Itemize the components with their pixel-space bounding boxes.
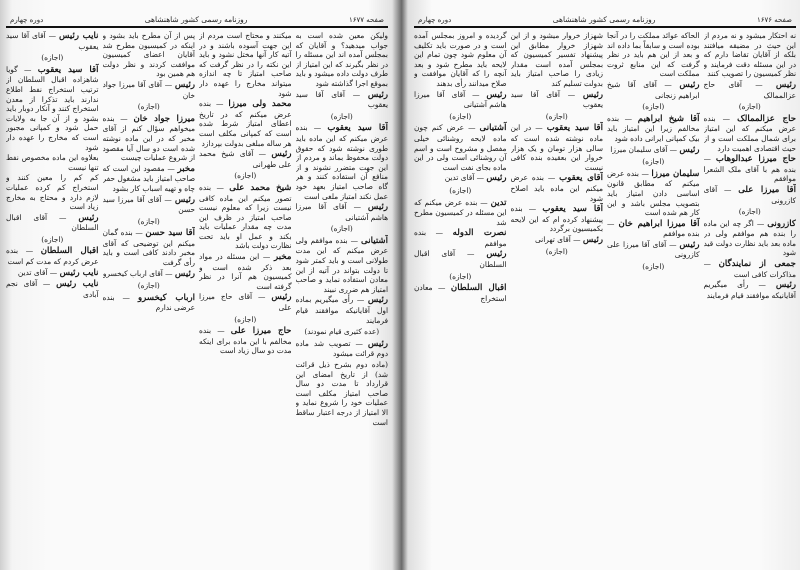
speaker-paragraph	[607, 240, 700, 260]
speaker-paragraph	[414, 283, 507, 303]
paragraph: پس از آن مطرح باید بشود و اینکه در کمیسیون مطرح شد آقایان اعضای کمیسیون موافقت کردند و نظر دولت هم همین بود	[102, 31, 195, 79]
speaker-name: آقا سید حسن	[145, 228, 195, 239]
speech-text: — بنده عرض میکنم که در تاریخ اعطای امتیاز شرط شده است که کمپانی مکلف است هر ساله مبلغی بدولت بپردازد	[199, 99, 292, 148]
speech-text: — گویا شاهزاده اقبال السلطان از ترتیب استخراج نفط اطلاع ندارند باید تذکرا از معدن استخراج کنند و آنکار دوبار باید بشود و از آن جا به ولایات حمل شود و کمپانی مجبور است که مخارج را عهده دار شود	[6, 64, 99, 152]
stage-direction: (اجازه)	[137, 281, 160, 291]
speaker-paragraph	[103, 114, 196, 163]
speech-text: — بنده عرض میکنم که مطابق قانون اساسی دادن امتیاز باید بتصویب مجلس باشد و این کار هم شده است	[607, 168, 700, 218]
speaker-paragraph	[607, 80, 700, 100]
speaker-paragraph	[199, 183, 292, 251]
speaker-name: رئیس	[174, 79, 195, 90]
speech-text: — بنده موافقم ولی عرض میکنم که این مدت طولانی است و باید کمتر شود تا دولت بتواند در آتیه از این معادن استفاده نماید و صاحب امتیاز هم ضرری نبیند	[295, 235, 388, 294]
speech-text: — بنده موافقم	[414, 228, 507, 248]
speaker-paragraph	[704, 280, 797, 300]
stage-direction: (اجازه)	[137, 216, 160, 226]
speaker-name: رئیس	[775, 79, 796, 90]
speaker-name: آقا سید یعقوب	[37, 64, 99, 75]
text-column	[414, 31, 507, 569]
stage-direction: (اجازه)	[738, 207, 761, 217]
speaker-paragraph	[103, 293, 196, 313]
speech-text: — بنده گمان میکنم این توضیحی که آقای مخبر دادند کافی است و باید رأی گرفت	[102, 228, 195, 268]
speaker-name: اقبال السلطان	[40, 246, 99, 257]
text-column	[704, 31, 797, 569]
speech-text: — آقای آقا میرزا علی کازرونی	[607, 239, 700, 260]
speaker-name: میرزا جواد خان	[133, 113, 195, 124]
speech-text: — بنده عرض میکنم این ماده باید اصلاح شود	[510, 173, 603, 203]
speech-text: — تصویب شد ماده دوم قرائت میشود	[295, 338, 388, 359]
speech-text: — بنده عرض کردم که مدت کم است	[6, 246, 99, 267]
speaker-paragraph	[704, 219, 797, 258]
speech-text: — آقای شیخ محمد علی طهرانی	[199, 149, 292, 169]
speech-text: — آقای حاج میرزا علی	[199, 292, 292, 313]
speaker-name: رئیس	[174, 268, 195, 279]
speech-text: — آقای آقا سید یعقوب	[510, 89, 603, 110]
stage-direction: (اجازه)	[545, 247, 568, 257]
stage-direction: (اجازه)	[137, 102, 160, 112]
stage-direction: (اجازه)	[449, 271, 472, 281]
speech-text: — بنده هم با آقای ملک الشعرا موافقم	[703, 154, 796, 184]
speaker-paragraph	[414, 90, 507, 110]
speaker-paragraph	[103, 164, 196, 194]
speech-text: — آقای تدین	[444, 173, 485, 183]
paragraph: الحاکه عوائد مملکت را در آنجا بوده است و سابقاً بما داده اند و بعد از این هم باید در نظر گرفت که این منابع ثروت مملکت است	[607, 31, 700, 79]
paragraph: نه احتکار میشود و نه مردم از این حیث در مضیقه میافتند بلکه از آقایان تقاضا دارم که در این مسئله دقت فرمایند و نظر کمیسیون را تصویب کنند	[703, 31, 796, 79]
speaker-name: جمعی از نمایندگان	[718, 259, 796, 270]
speech-text: — آقای آقا سید یعقوب	[6, 31, 99, 51]
speech-text: — آقای آقا شیخ ابراهیم زنجانی	[607, 79, 700, 100]
stage-direction: (اجازه)	[234, 171, 257, 181]
speech-text: — آقای نجم آبادی	[6, 279, 99, 299]
paragraph: کم کم را معین کنند و استخراج کم کرده عملیات لازم دارد و محتاج به مخارج زیاد است	[6, 173, 99, 212]
speaker-paragraph	[199, 252, 292, 291]
speech-text: — بنده مخالفم زیرا این امتیاز باید بیک کمپانی ایرانی داده شود	[607, 113, 700, 143]
page-number: صفحه ۱۶۷۷	[348, 16, 384, 24]
paragraph: شهزاز خروار میشود و از این شهزاز خروار مطابق این پیشنهاد تفسیر کمیسیون که بمجلس آمده است مقدار زیادی را صاحب امتیاز باید بدولت تسلیم کند	[510, 31, 603, 88]
stage-direction: (اجازه)	[234, 314, 257, 324]
speaker-name: رئیس	[582, 89, 603, 100]
speaker-paragraph	[704, 154, 797, 184]
speaker-paragraph	[199, 99, 292, 148]
text-columns	[414, 31, 796, 569]
text-column	[607, 31, 700, 569]
speaker-name: اقبال السلطان	[450, 283, 507, 294]
speaker-name: کازرونی	[767, 218, 796, 229]
speaker-name: رئیس	[367, 338, 388, 349]
speaker-name: آقا شیخ ابراهیم	[637, 113, 700, 124]
speech-text: — بنده تصور میکنم این ماده کافی نیست زیرا که معلوم نیست صاحب امتیاز در ظرف این مدت چه مقدار عملیات باید بکند و عمل او باید تحت نظارت دولت باشد	[199, 182, 292, 251]
speaker-paragraph	[704, 259, 797, 279]
speaker-paragraph	[704, 80, 797, 100]
speaker-name: آقا میرزا علی	[738, 184, 796, 195]
stage-direction: (اجازه)	[330, 224, 353, 234]
text-columns	[6, 31, 388, 569]
speaker-name: رئیس	[486, 89, 507, 100]
text-column	[296, 31, 389, 569]
speaker-paragraph	[607, 145, 700, 156]
speaker-paragraph	[6, 213, 99, 233]
paragraph: میکنند و محتاج است مردم از این جهت آسوده باشند و در آتیه کار آنها مختل نشود و باید این نکته را در نظر گرفت که صاحب امتیاز تا چه اندازه میتواند مخارج را عهده دار شود	[199, 31, 292, 98]
speaker-name: نایب رئیس	[58, 31, 99, 41]
speaker-paragraph	[296, 295, 389, 325]
speech-text: — بنده میخواهم سؤال کنم از آقای مخبر که در این ماده نوشته شده است دو سال آیا مقصود از شروع عملیات چیست	[102, 113, 195, 163]
speaker-paragraph	[6, 31, 99, 51]
speaker-name: ارباب کیخسرو	[137, 292, 195, 303]
speaker-paragraph	[296, 90, 389, 110]
speaker-paragraph	[511, 173, 604, 203]
speaker-name: مخبر	[274, 252, 292, 263]
text-column	[511, 31, 604, 569]
right-page	[400, 0, 800, 570]
speaker-paragraph	[103, 195, 196, 215]
speaker-paragraph	[6, 279, 99, 299]
speaker-name: تدین	[490, 197, 507, 208]
speech-text: — بنده موافقم	[607, 218, 700, 239]
speaker-name: آقا سید یعقوب	[542, 204, 603, 215]
stage-direction: (اجازه)	[545, 111, 568, 121]
stage-direction: (اجازه)	[330, 111, 353, 121]
speaker-paragraph	[511, 90, 604, 110]
speech-text: — آقای اقبال السلطان	[6, 212, 99, 233]
speaker-name: محمد ولی میرزا	[228, 99, 292, 110]
speech-text: — مذاکرات کافی است	[703, 259, 796, 279]
speaker-name: رئیس	[679, 79, 700, 90]
speaker-name: نایب رئیس	[59, 267, 99, 278]
stage-direction: (اجازه)	[642, 102, 665, 112]
stage-direction: (اجازه)	[642, 157, 665, 167]
stage-direction: (اجازه)	[449, 185, 472, 195]
speaker-name: نایب رئیس	[56, 279, 99, 290]
stage-direction: (عده کثیری قیام نمودند)	[304, 327, 380, 337]
speech-text: — آقای تدین	[17, 267, 58, 277]
speech-text: — آقای آقا میرزا سید حسن	[102, 194, 195, 215]
paragraph: (ماده دوم بشرح ذیل قرائت شد) از تاریخ امضای این قرارداد تا مدت دو سال صاحب امتیاز مکلف است عملیات خود را شروع نماید و الا امتیاز از درجه اعتبار ساقط است	[295, 360, 388, 427]
speaker-paragraph	[414, 173, 507, 184]
speech-text: — آقای آقا میرزا هاشم آشتیانی	[414, 89, 507, 110]
speaker-name: آشتیانی	[361, 235, 388, 246]
speaker-name: رئیس	[174, 194, 195, 205]
speaker-paragraph	[199, 292, 292, 312]
speech-text: — بنده عرضی ندارم	[102, 292, 195, 313]
speech-text: — رأی میگیریم بماده اول آقایانیکه موافقند قیام فرمایند	[295, 295, 388, 325]
speaker-paragraph	[199, 326, 292, 356]
page-header	[6, 12, 388, 28]
speaker-name: رئیس	[775, 280, 796, 291]
speaker-paragraph	[607, 114, 700, 144]
speaker-name: نصرت الدوله	[452, 228, 507, 239]
speaker-paragraph	[511, 123, 604, 172]
speaker-name: رئیس	[367, 89, 388, 100]
speech-text: — آقای تهرانی	[535, 234, 581, 244]
period-label: دوره چهارم	[418, 16, 452, 24]
speaker-name: حاج میرزا علی	[230, 326, 292, 337]
speaker-paragraph	[414, 249, 507, 269]
speaker-name: رئیس	[679, 239, 700, 250]
speaker-name: آقا سید یعقوب	[546, 123, 603, 134]
speech-text: — معادن استخراج	[414, 283, 507, 303]
speech-text: — رأی میگیریم آقایانیکه موافقند قیام فرمایند	[703, 280, 796, 300]
speaker-paragraph	[199, 149, 292, 169]
speaker-name: حاج میرزا عبدالوهاب	[715, 154, 796, 165]
speaker-paragraph	[296, 123, 389, 201]
speaker-name: رئیس	[486, 173, 507, 184]
speaker-name: رئیس	[271, 292, 292, 303]
speech-text: — آقای آقا میرزا هاشم آشتیانی	[295, 202, 388, 222]
speech-text: — بنده عرض میکنم که این امتیاز برای شمال مملکت است و از حیث اقتصادی اهمیت دارد	[703, 113, 796, 153]
stage-direction: (اجازه)	[41, 53, 64, 63]
speech-text: — آقای ارباب کیخسرو	[102, 268, 173, 278]
speaker-paragraph	[704, 185, 797, 205]
speaker-paragraph	[607, 219, 700, 239]
stage-direction: (اجازه)	[738, 102, 761, 112]
speaker-name: آشتیانی	[479, 123, 507, 134]
newspaper-title: روزنامه رسمی کشور شاهنشاهی	[144, 15, 248, 24]
speaker-name: آقا میرزا ابراهیم خان	[618, 218, 700, 229]
speaker-paragraph	[296, 236, 389, 295]
speech-text: — در این ماده نوشته شده است که سالی هزار تومان و یک هزار خروار این بعقیده بنده کافی نیست	[510, 123, 603, 172]
stage-direction: (اجازه)	[642, 262, 665, 272]
speaker-name: شیخ محمد علی	[229, 182, 292, 193]
speaker-paragraph	[704, 114, 797, 153]
speaker-name: رئیس	[367, 295, 388, 306]
newspaper-title: روزنامه رسمی کشور شاهنشاهی	[552, 15, 656, 24]
speaker-paragraph	[103, 228, 196, 267]
speaker-paragraph	[511, 204, 604, 234]
speaker-paragraph	[296, 202, 389, 222]
speaker-paragraph	[511, 235, 604, 246]
speaker-paragraph	[103, 269, 196, 280]
page-header	[414, 12, 796, 28]
speech-text: — این مسئله در مواد بعد ذکر شده است و کمیسیون هم آنرا در نظر گرفته است	[199, 252, 292, 291]
speech-text: — بنده مخالفم با این ماده برای اینکه مدت دو سال زیاد است	[199, 326, 292, 356]
page-number: صفحه ۱۶۷۶	[756, 16, 792, 24]
speaker-paragraph	[6, 65, 99, 152]
speech-text: — آقای اقبال السلطان	[414, 249, 507, 270]
speaker-paragraph	[6, 268, 99, 279]
stage-direction: (اجازه)	[41, 234, 64, 244]
speech-text: — بنده پیشنهاد کرده ام که این لایحه بکمیسیون برگردد	[510, 204, 603, 234]
speech-text: — بنده عرض میکنم که این مسئله در کمیسیون مطرح شد	[414, 197, 507, 227]
paragraph: ولیکن معین شده است به جواب میدهید؟ و آقایان که بمجلس آمده اند این مسئله را در نظر بگیرند که این امتیاز از طرف دولت داده میشود و باید بموقع اجرا گذاشته شود	[295, 31, 388, 88]
period-label: دوره چهارم	[10, 16, 44, 24]
speaker-name: رئیس	[582, 234, 603, 245]
speech-text: — بنده عرض میکنم که این ماده باید طوری نوشته شود که حقوق دولت محفوظ بماند و مردم از این جهت متضرر نشوند و از منافع آن استفاده کنند و هر گاه صاحب امتیاز بعهد خود عمل نکند امتیاز ملغی است	[295, 123, 388, 201]
speech-text: — آقای سلیمان میرزا	[610, 144, 678, 154]
paragraph: بعلاوه این ماده مخصوص نفط تنها نیست	[6, 153, 99, 172]
speaker-paragraph	[6, 246, 99, 266]
speech-text: — آقای آقا سید یعقوب	[295, 89, 388, 110]
stage-direction: (اجازه)	[449, 111, 472, 121]
speaker-name: رئیس	[78, 212, 99, 223]
speaker-name: آقای یعقوب	[559, 173, 603, 184]
text-column	[6, 31, 99, 569]
speech-text: — آقای حاج عزالممالک	[703, 79, 796, 100]
speaker-paragraph	[414, 198, 507, 228]
speaker-name: سلیمان میرزا	[651, 168, 700, 179]
speaker-paragraph	[414, 123, 507, 172]
speaker-paragraph	[103, 80, 196, 100]
text-column	[199, 31, 292, 569]
speaker-name: رئیس	[271, 149, 292, 160]
speaker-name: رئیس	[486, 249, 507, 260]
paragraph: گردیده و امروز بمجلس آمده است و در صورت باید تکلیف آن معلوم شود چون تمام این لایحه باید مطرح شود و بعد آنچه را که آقایان موافقت و صلاح میدانند رأی بدهند	[414, 31, 507, 88]
speaker-paragraph	[607, 169, 700, 218]
speech-text: — اگر چه این ماده را بنده هم موافقم ولی در ماده بعد باید نظارت دولت قید شود	[703, 218, 796, 258]
speaker-paragraph	[414, 228, 507, 248]
speaker-name: رئیس	[679, 144, 700, 155]
speech-text: — مقصود این است که صاحب امتیاز باید مشغول حفر چاه و تهیه اسباب کار بشود	[102, 163, 195, 193]
speaker-name: مخبر	[177, 163, 195, 174]
text-column	[103, 31, 196, 569]
speech-text: — آقای آقا میرزا جواد خان	[102, 79, 195, 100]
speaker-paragraph	[296, 339, 389, 359]
speaker-name: حاج عزالممالک	[737, 113, 796, 124]
speaker-name: آقا سید یعقوب	[327, 123, 388, 134]
speaker-name: رئیس	[367, 202, 388, 213]
speech-text: — آقای کازرونی	[703, 184, 796, 205]
speech-text: — عرض کنم چون ماده لایحه روشنائی خیلی مفصل و مشروح است و اسم آن روشنائی است ولی در این ماده بجای نفت است	[414, 123, 507, 172]
